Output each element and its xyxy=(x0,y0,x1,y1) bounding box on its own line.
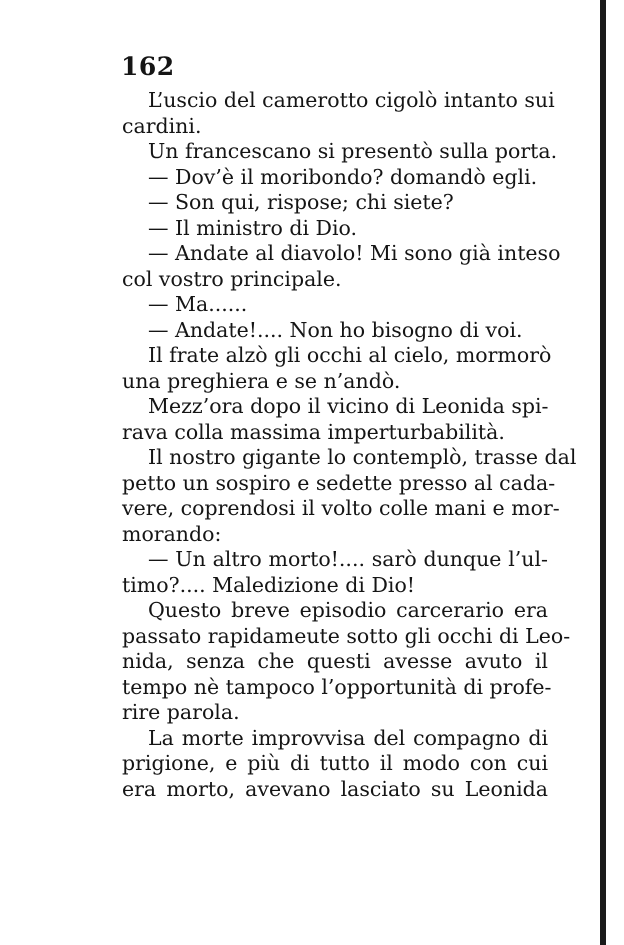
text-line: La morte improvvisa del compagno di xyxy=(148,725,548,750)
text-line: Il nostro gigante lo contemplò, trasse dal xyxy=(148,445,577,469)
text-line: passato rapidameute sotto gli occhi di Leo- xyxy=(122,623,571,648)
text-line: vere, coprendosi il volto colle mani e mor- xyxy=(122,496,560,520)
page-edge xyxy=(600,0,606,945)
text-line: Un francescano si presentò sulla porta. xyxy=(148,139,558,163)
text-line: — Il ministro di Dio. xyxy=(148,215,358,240)
text-line: timo?.... Maledizione di Dio! xyxy=(122,572,416,597)
text-line: — Ma...... xyxy=(148,292,248,316)
text-line: rava colla massima imperturbabilità. xyxy=(122,419,505,444)
text-line: era morto, avevano lasciato su Leonida xyxy=(122,776,548,801)
text-line: prigione, e più di tutto il modo con cui xyxy=(122,751,548,775)
text-line: cardini. xyxy=(122,113,202,138)
text-line: L’uscio del camerotto cigolò intanto sui xyxy=(148,88,555,112)
text-line: — Un altro morto!.... sarò dunque l’ul- xyxy=(148,547,548,571)
page-number: 162 xyxy=(121,52,175,81)
text-line: tempo nè tampoco l’opportunità di profe- xyxy=(122,674,552,699)
text-line: — Son qui, rispose; chi siete? xyxy=(148,190,454,214)
text-line: petto un sospiro e sedette presso al cada- xyxy=(122,470,556,495)
text-line: Questo breve episodio carcerario era xyxy=(148,598,548,622)
text-line: una preghiera e se n’andò. xyxy=(122,368,401,393)
text-line: Il frate alzò gli occhi al cielo, mormorò xyxy=(148,343,552,367)
body-text xyxy=(122,88,577,802)
text-line: — Andate!.... Non ho bisogno di voi. xyxy=(148,317,523,342)
text-line: col vostro principale. xyxy=(122,266,342,291)
text-line: nida, senza che questi avesse avuto il xyxy=(122,649,548,673)
text-line: rire parola. xyxy=(122,700,240,724)
text-line: — Andate al diavolo! Mi sono già inteso xyxy=(148,241,561,265)
text-line: Mezz’ora dopo il vicino di Leonida spi- xyxy=(148,394,549,418)
text-line: morando: xyxy=(122,521,222,546)
text-line: — Dov’è il moribondo? domandò egli. xyxy=(148,164,538,189)
